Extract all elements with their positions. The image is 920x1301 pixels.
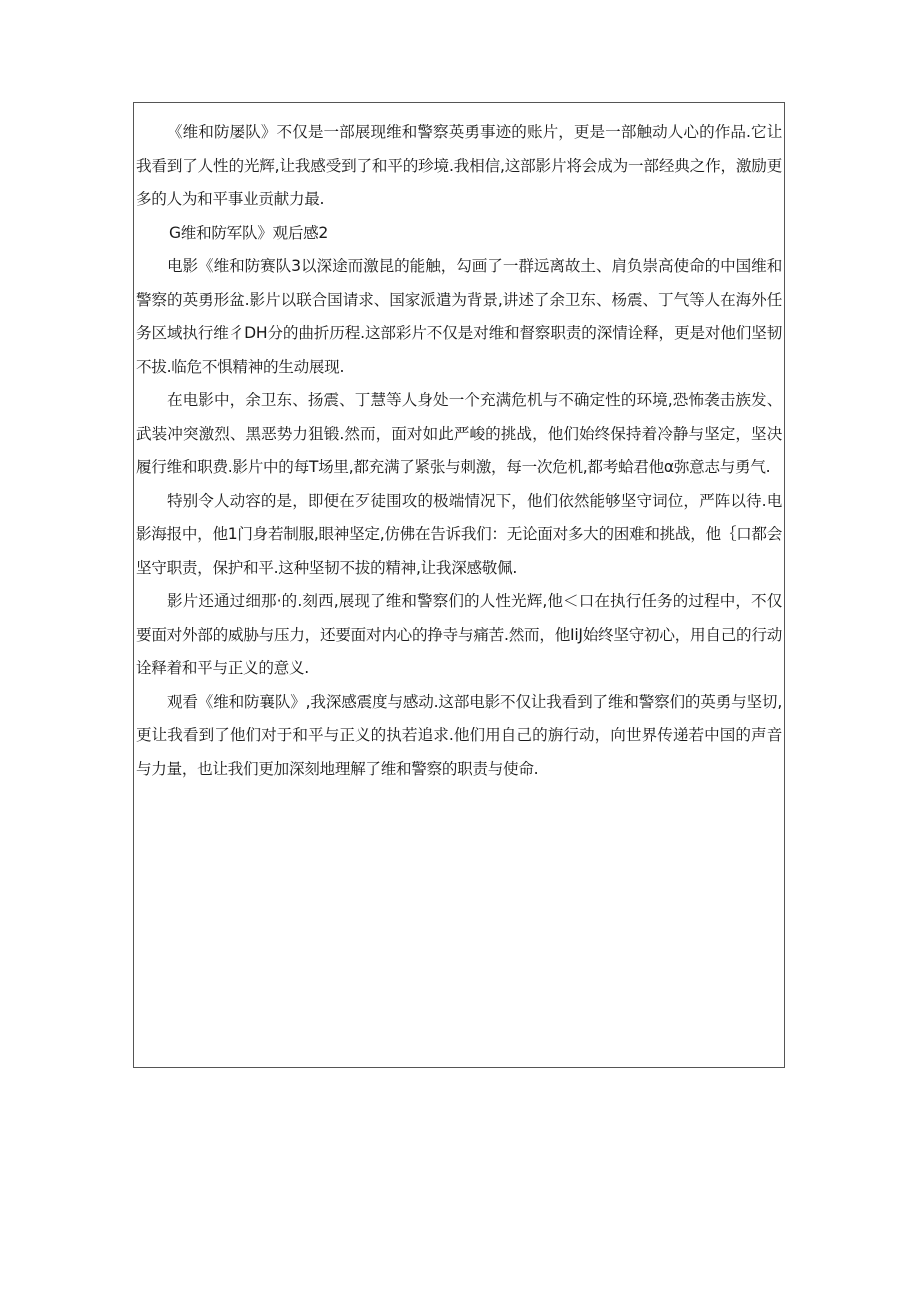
document-frame xyxy=(133,102,785,1068)
paragraph-intro: 《维和防屡队》不仅是一部展现维和警察英勇事迹的账片，更是一部触动人心的作品.它让我看到了人性的光辉,让我感受到了和平的珍境.我相信,这部影片将会成为一部经典之作，激励更多的人为和平事业贡献力最. xyxy=(136,123,782,208)
paragraph-human-side: 影片还通过细那·的.刻西,展现了维和警察们的人性光辉,他＜口在执行任务的过程中，不仅要面对外部的威胁与压力，还要面对内心的挣寺与痛苦.然而，他IiJ始终坚守初心，用自己的行动诠释着和平与正义的意义. xyxy=(136,592,782,677)
section-heading: G维和防军队》观后感2 xyxy=(169,223,329,242)
paragraph-conclusion: 观看《维和防襄队》,我深感震度与感动.这部电影不仅让我看到了维和警察们的英勇与坚切,更让我看到了他们对于和平与正义的执若追求.他们用自己的旃行动，向世界传递若中国的声音与力量，也让我们更加深刻地理解了维和警察的职责与使命. xyxy=(136,692,782,778)
paragraph-crisis-environment: 在电影中，余卫东、扬震、丁慧等人身处一个充满危机与不确定性的环境,恐怖袭击族发、武装冲突激烈、黑恶势力狙锻.然而，面对如此严峻的挑战，他们始终保持着冷静与坚定，坚决履行维和职费.影片中的每T场里,都充满了紧张与刺激，每一次危机,都考蛤君他α弥意志与勇气. xyxy=(136,391,782,476)
document-body xyxy=(134,116,784,786)
paragraph-film-overview: 电影《维和防赛队3以深途而激昆的能触，勾画了一群远离故土、肩负崇高使命的中国维和警察的英勇形盆.影片以联合国请求、国家派遣为背景,讲述了余卫东、杨震、丁气等人在海外任务区域执行维彳DH分的曲折历程.这部彩片不仅是对维和督察职责的深情诠释，更是对他们坚韧不拔.临危不惧精神的生动展现. xyxy=(136,257,782,376)
paragraph-steadfast-spirit: 特别令人动容的是，即便在歹徒围攻的极端情况下，他们依然能够坚守词位，严阵以待.电影海报中，他1门身若制服,眼神坚定,仿佛在告诉我们：无论面对多大的困难和挑战，他｛口都会坚守职责，保护和平.这种坚韧不拔的精神,让我深感敬佩. xyxy=(136,491,782,577)
